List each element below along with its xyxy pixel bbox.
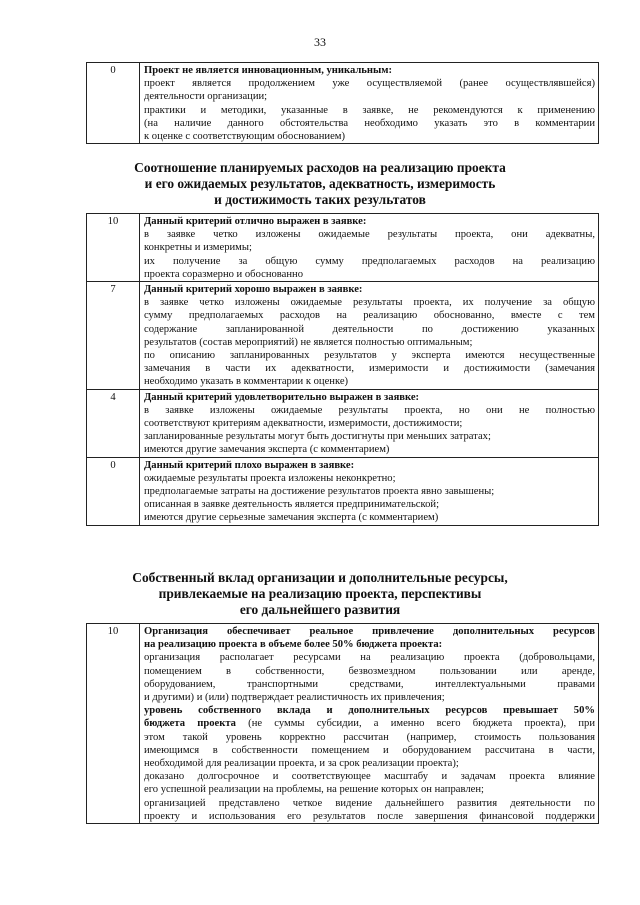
description-line: оборудованием, транспортными средствами, интеллектуальными правами [144, 678, 595, 690]
description-line: его успешной реализации на проблемы, на решение которых он направлен; [144, 784, 484, 796]
description-line: организацией представлено четкое видение дальнейшего развития деятельности по [144, 797, 595, 809]
description-line: практики и методики, указанные в заявке, не рекомендуются к применению [144, 104, 595, 116]
description-line: замечания в части их адекватности, измеримости и достижимости (замечания [144, 363, 595, 375]
description-line: проекту и использования его результатов после завершения финансовой поддержки [144, 810, 595, 822]
heading-line: Собственный вклад организации и дополнительные ресурсы, [132, 570, 508, 585]
description-line: соответствуют критериям адекватности, измеримости, достижимости; [144, 418, 463, 430]
description-line: их получение за общую сумму предполагаемых расходов на реализацию [144, 255, 595, 267]
heading-line: и его ожидаемых результатов, адекватность, измеримость [144, 176, 496, 192]
table-row [87, 63, 599, 144]
score-cell: 4 [87, 389, 140, 457]
description-line: на реализацию проекта в объеме более 50% бюджета проекта: [144, 639, 443, 651]
description-line: ожидаемые результаты проекта изложены неконкретно; [144, 472, 396, 484]
heading-line: его дальнейшего развития [239, 602, 401, 618]
score-cell: 7 [87, 282, 140, 390]
score-cell: 0 [87, 457, 140, 525]
description-line: проекта соразмерно и обоснованно [144, 268, 303, 280]
score-cell: 10 [87, 214, 140, 282]
score-cell: 10 [87, 624, 140, 824]
description-line: по описанию запланированных результатов у эксперта имеются несущественные [144, 350, 595, 362]
criterion-title: Проект не является инновационным, уникальным: [144, 65, 393, 76]
description-cell [140, 624, 599, 824]
description-line: сумму предполагаемых расходов на реализацию обоснованно, вместе с тем [144, 310, 595, 322]
description-line: помещением в собственности, безвозмездном пользовании или аренде, [144, 665, 595, 677]
criterion-title: Организация обеспечивает реальное привлечение дополнительных ресурсов [144, 626, 595, 637]
text-fragment: (не суммы субсидии, а именно всего бюджета проекта), при [235, 718, 595, 730]
description-line: деятельности организации; [144, 91, 268, 103]
description-line: имеются другие замечания эксперта (с комментарием) [144, 444, 390, 456]
description-line: имеются другие серьезные замечания эксперта (с комментарием) [144, 512, 439, 524]
criterion-title: Данный критерий удовлетворительно выражен в заявке: [144, 391, 420, 403]
table-row [87, 389, 599, 457]
section-heading-own-contribution [0, 570, 640, 619]
table-row [87, 457, 599, 525]
heading-line: и достижимость таких результатов [214, 192, 426, 208]
description-line: и другими) и (или) подтверждает реалистичность их привлечения; [144, 692, 445, 704]
description-cell [140, 457, 599, 525]
criteria-table-expenses [86, 213, 599, 526]
description-line: необходимо указать в комментарии к оценке) [144, 376, 349, 388]
description-line: содержание запланированной деятельности по достижению указанных [144, 323, 595, 335]
description-cell [140, 214, 599, 282]
description-line: проект является продолжением уже осуществляемой (ранее осуществлявшейся) [144, 78, 595, 90]
heading-line: привлекаемые на реализацию проекта, перспективы [158, 586, 482, 602]
criteria-table-own-contribution [86, 623, 599, 824]
description-line: имеющимся в собственности помещением и оборудованием рассчитана в части, [144, 744, 595, 756]
description-line: (на наличие данного обстоятельства необходимо указать это в комментарии [144, 117, 595, 129]
table-row [87, 282, 599, 390]
criterion-title: Данный критерий плохо выражен в заявке: [144, 459, 355, 471]
description-line: описанная в заявке деятельность является предпринимательской; [144, 499, 440, 511]
description-line: этом такой уровень корректно рассчитан (например, стоимость пользования [144, 731, 595, 743]
bold-fragment: уровень собственного вклада и дополнительных ресурсов превышает 50% [144, 705, 595, 717]
description-line: в заявке четко изложены ожидаемые результаты проекта, они адекватны, [144, 229, 595, 241]
description-line: в заявке изложены ожидаемые результаты проекта, но они не полностью [144, 404, 595, 416]
description-cell [140, 282, 599, 390]
description-cell [140, 389, 599, 457]
description-line: запланированные результаты могут быть достигнуты при меньших затратах; [144, 431, 491, 443]
description-line: необходимой для реализации проекта, и за срок реализации проекта); [144, 758, 459, 770]
description-line: доказано долгосрочное и соответствующее масштабу и задачам проекта влияние [144, 771, 595, 783]
criteria-table-innovation [86, 62, 599, 144]
description-cell [140, 63, 599, 144]
description-line [144, 717, 595, 730]
description-line: организация располагает ресурсами на реализацию проекта (добровольцами, [144, 652, 595, 664]
description-line [144, 704, 595, 717]
description-line: предполагаемые затраты на достижение результатов проекта явно завышены; [144, 486, 495, 498]
table-row [87, 624, 599, 824]
description-line: в заявке четко изложены ожидаемые результаты проекта, их получение за общую [144, 297, 595, 309]
heading-line: Соотношение планируемых расходов на реализацию проекта [134, 160, 506, 175]
criterion-title: Данный критерий хорошо выражен в заявке: [144, 284, 363, 296]
description-line: к оценке с соответствующим обоснованием) [144, 131, 346, 143]
table-row [87, 214, 599, 282]
score-cell: 0 [87, 63, 140, 144]
criterion-title: Данный критерий отлично выражен в заявке: [144, 216, 367, 227]
bold-fragment: бюджета проекта [144, 718, 236, 730]
description-line: конкретны и измеримы; [144, 242, 252, 254]
page-number: 33 [314, 35, 326, 49]
section-heading-expenses [0, 160, 640, 209]
description-line: результатов (состав мероприятий) не является полностью оптимальным; [144, 336, 473, 348]
